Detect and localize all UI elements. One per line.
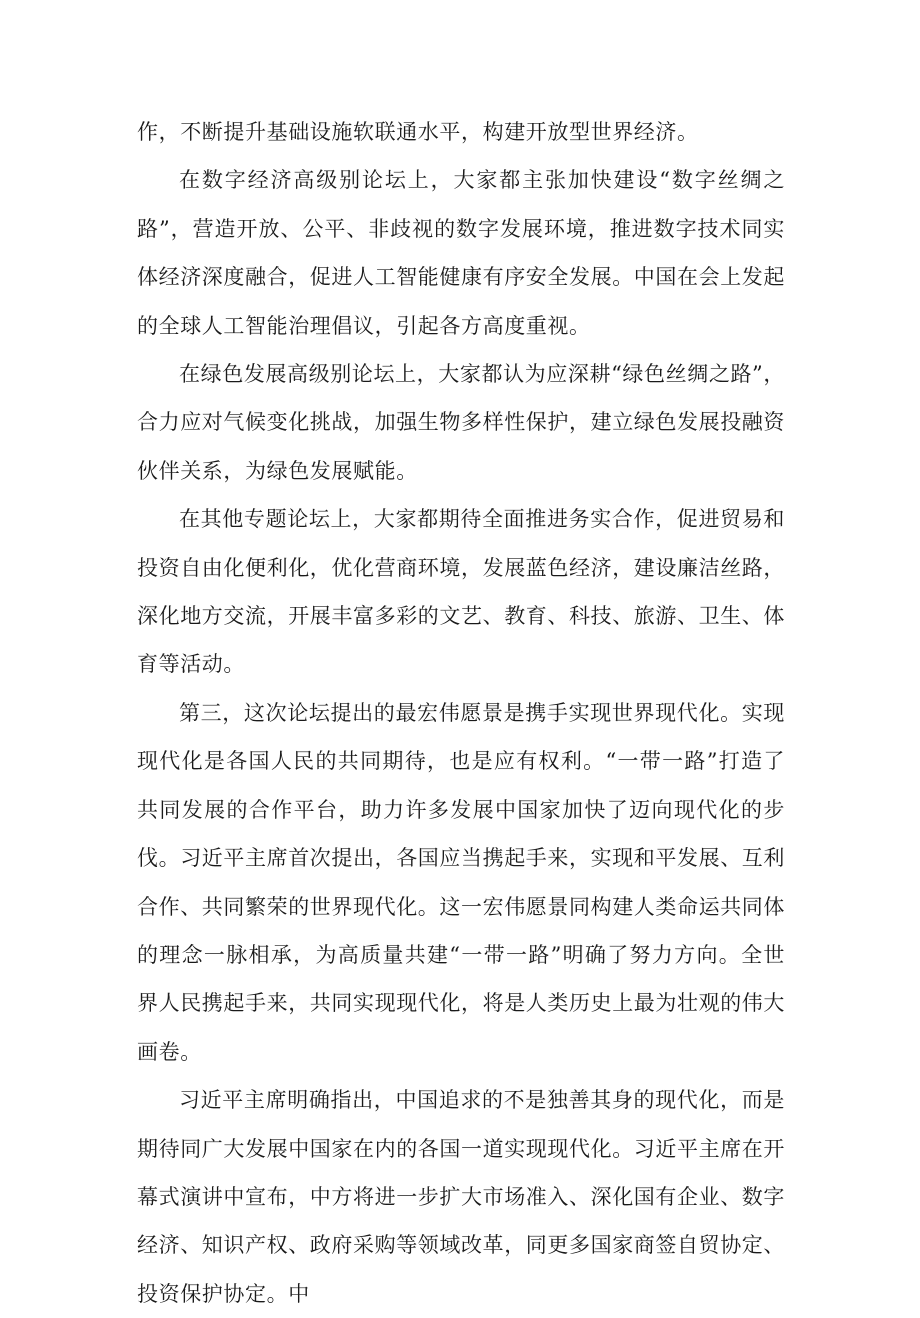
paragraph-china-modernization: 习近平主席明确指出，中国追求的不是独善其身的现代化，而是期待同广大发展中国家在内的各国一道实现现代化。习近平主席在开幕式演讲中宣布，中方将进一步扩大市场准入、深化国有企业、数字经济、知识产权、政府采购等领域改革，同更多国家商签自贸协定、投资保护协定。中 xyxy=(137,1088,785,1306)
paragraph-modernization-vision: 第三，这次论坛提出的最宏伟愿景是携手实现世界现代化。实现现代化是各国人民的共同期待，也是应有权利。“一带一路”打造了共同发展的合作平台，助力许多发展中国家加快了迈向现代化的步伐。习近平主席首次提出，各国应当携起手来，实现和平发展、互利合作、共同繁荣的世界现代化。这一宏伟愿景同构建人类命运共同体的理念一脉相承，为高质量共建“一带一路”明确了努力方向。全世界人民携起手来，共同实现现代化，将是人类历史上最为壮观的伟大画卷。 xyxy=(137,700,785,1064)
paragraph-green-development: 在绿色发展高级别论坛上，大家都认为应深耕“绿色丝绸之路”，合力应对气候变化挑战，加强生物多样性保护，建立绿色发展投融资伙伴关系，为绿色发展赋能。 xyxy=(137,362,785,483)
paragraph-continuation: 作，不断提升基础设施软联通水平，构建开放型世界经济。 xyxy=(137,120,699,144)
paragraph-other-forums: 在其他专题论坛上，大家都期待全面推进务实合作，促进贸易和投资自由化便利化，优化营商环境，发展蓝色经济，建设廉洁丝路，深化地方交流，开展丰富多彩的文艺、教育、科技、旅游、卫生、体育等活动。 xyxy=(137,507,785,677)
paragraph-digital-economy: 在数字经济高级别论坛上，大家都主张加快建设“数字丝绸之路”，营造开放、公平、非歧视的数字发展环境，推进数字技术同实体经济深度融合，促进人工智能健康有序安全发展。中国在会上发起的全球人工智能治理倡议，引起各方高度重视。 xyxy=(137,168,785,338)
document-body xyxy=(137,108,785,1318)
